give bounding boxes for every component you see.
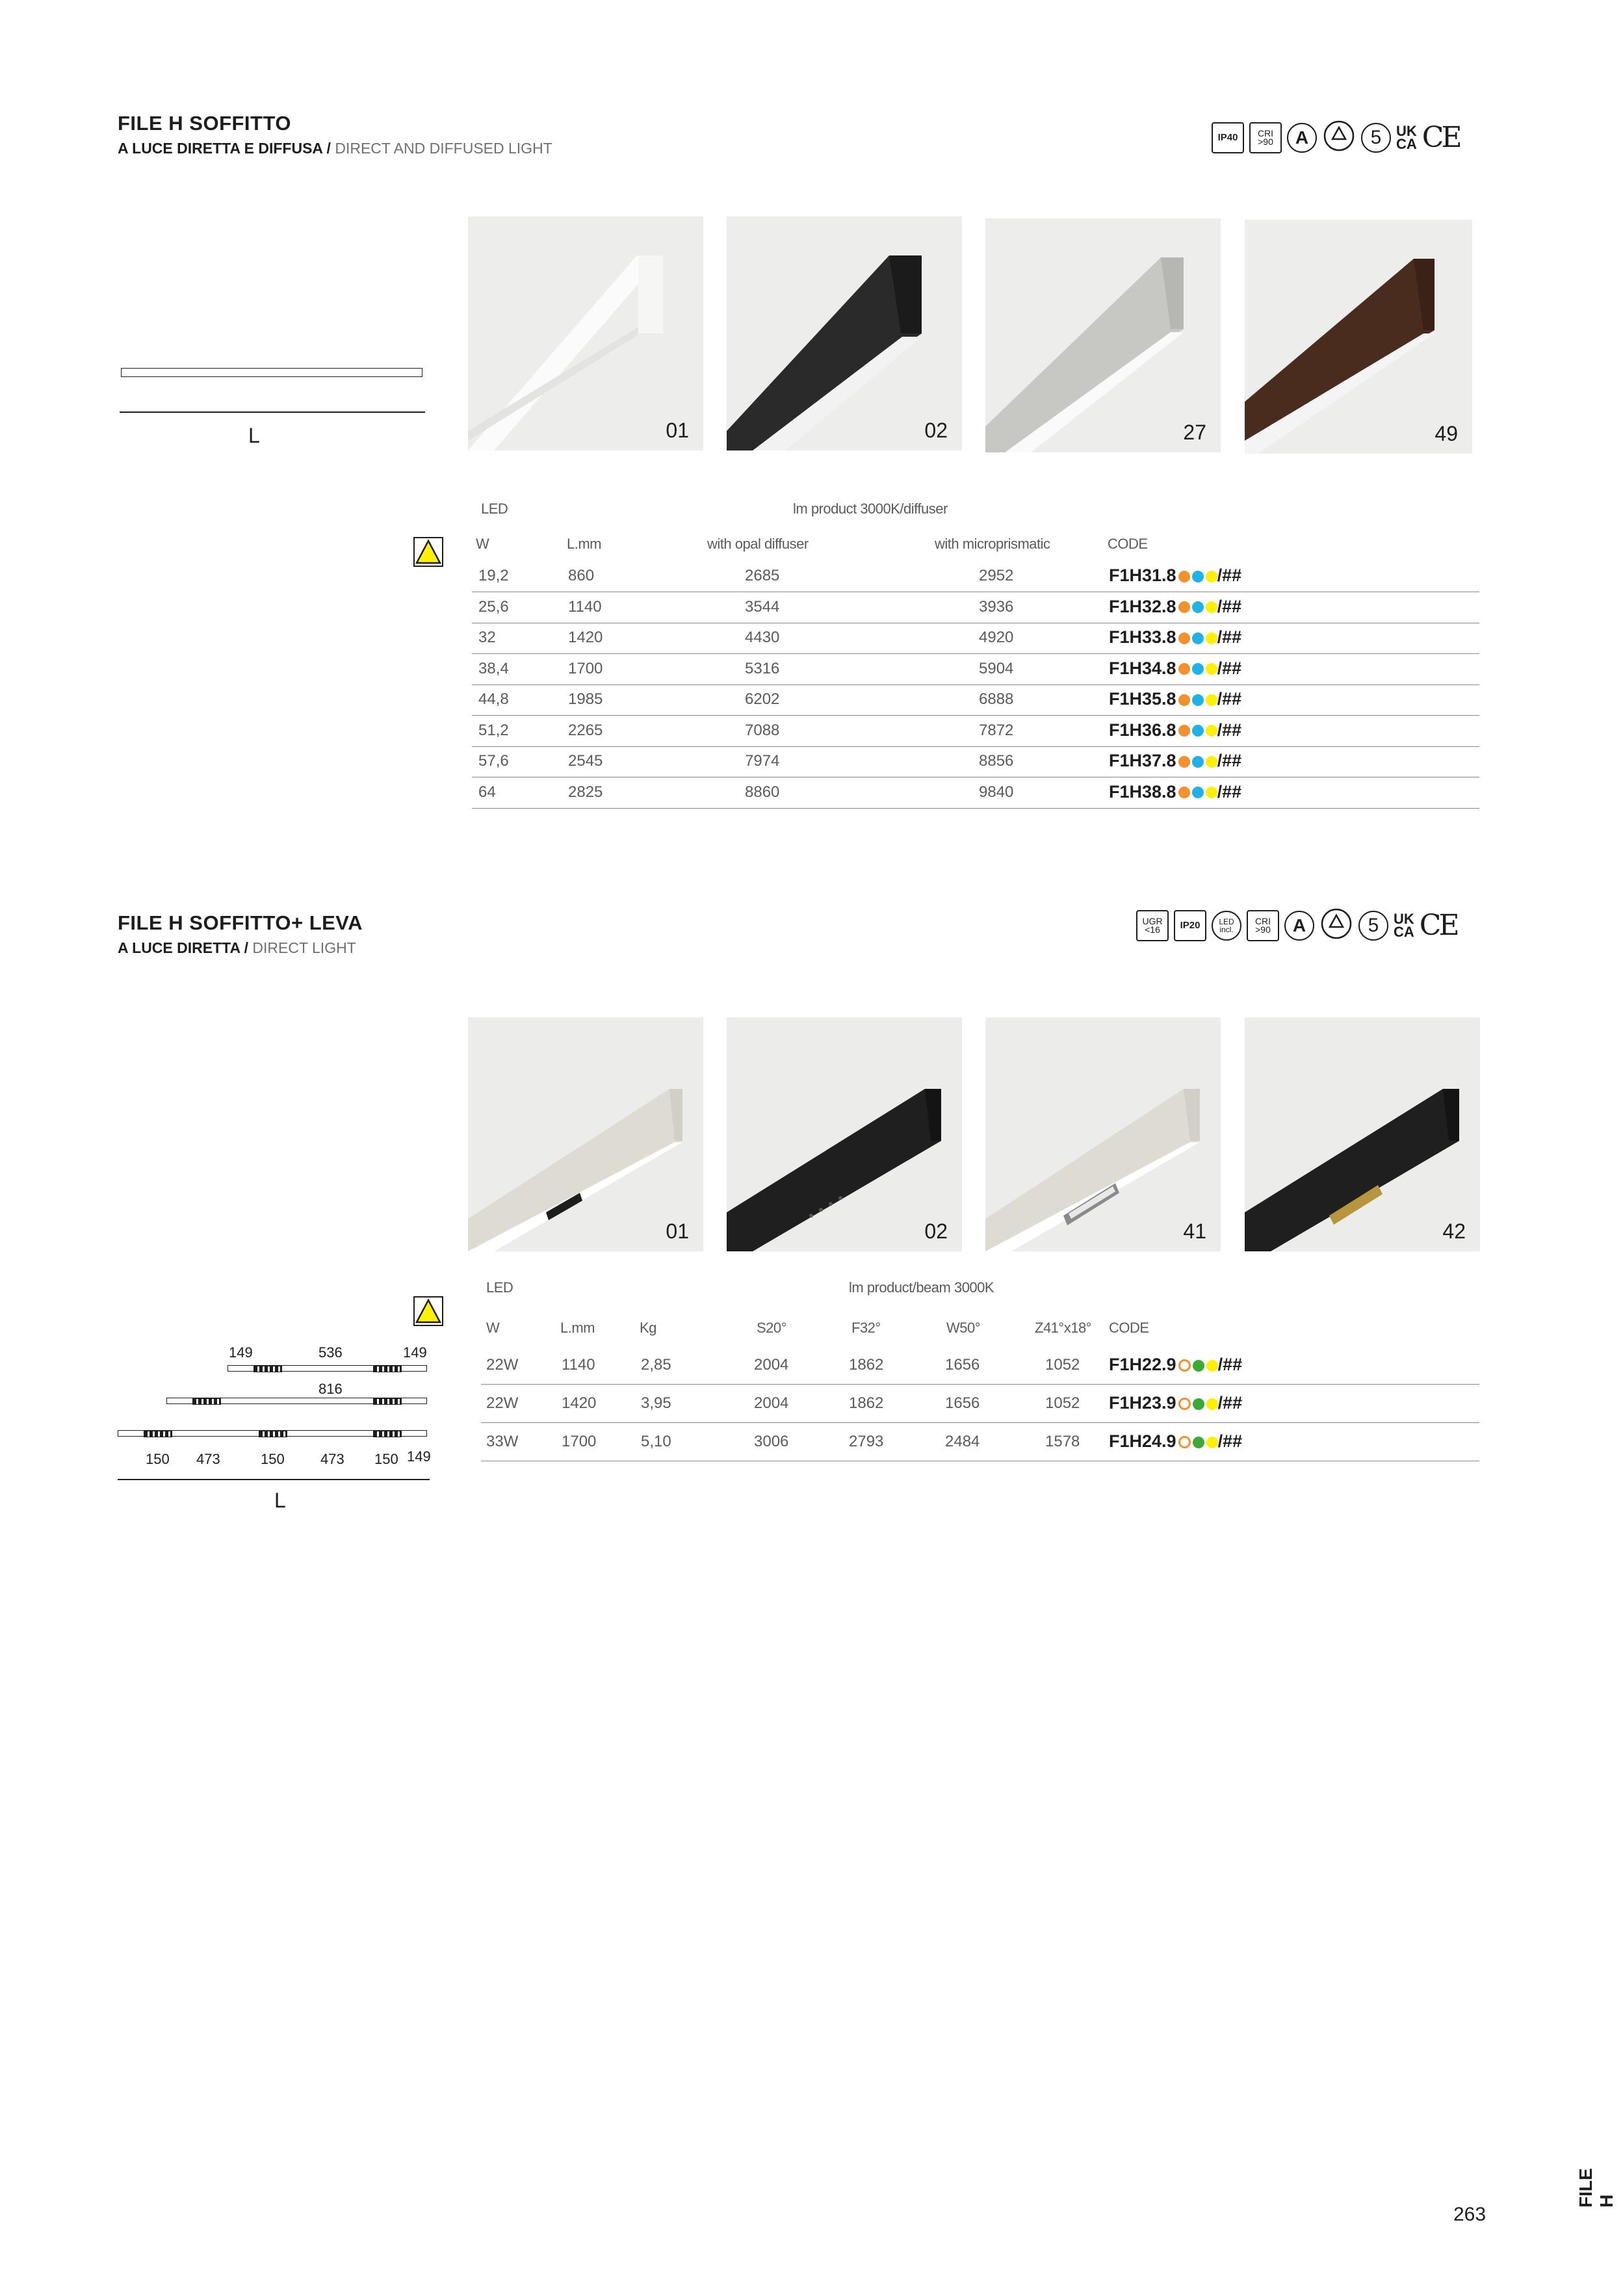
ce-icon: CE	[1422, 121, 1460, 154]
section2-cert-icons	[1136, 907, 1457, 943]
cell-code	[1109, 1355, 1242, 1375]
cell-kg: 5,10	[641, 1433, 671, 1450]
led-module	[192, 1398, 221, 1405]
finish-code: 41	[1183, 1220, 1206, 1243]
cell-kg: 3,95	[641, 1394, 671, 1412]
color-temp-dot	[1192, 725, 1204, 737]
dim-150: 150	[261, 1451, 285, 1467]
section1-subtitle	[118, 140, 552, 157]
cri-icon: CRI >90	[1247, 910, 1279, 941]
dim-473: 473	[320, 1451, 344, 1467]
cell-w50: 1656	[945, 1356, 980, 1374]
light-warning-icon	[413, 1296, 443, 1326]
recycle-icon	[1319, 907, 1353, 943]
color-temp-dot	[1178, 1359, 1191, 1372]
cell-code	[1109, 720, 1241, 740]
dimension-line	[120, 411, 425, 413]
cell-kg: 2,85	[641, 1356, 671, 1374]
table-row	[472, 655, 1479, 685]
color-temp-dot	[1206, 571, 1217, 582]
cell-w: 38,4	[478, 659, 509, 677]
cell-micro: 2952	[979, 567, 1014, 584]
cell-z41: 1052	[1045, 1394, 1080, 1412]
group-led-header: LED	[486, 1279, 513, 1296]
color-temp-dot	[1206, 601, 1217, 613]
cell-code	[1109, 1393, 1242, 1413]
led-module	[373, 1431, 402, 1437]
table-row	[472, 562, 1479, 592]
table-row	[481, 1385, 1479, 1423]
energy-a-icon: A	[1287, 123, 1317, 153]
color-temp-dot	[1192, 601, 1204, 613]
code-suffix: /##	[1217, 1355, 1243, 1374]
color-temp-dot	[1178, 663, 1190, 675]
finish-code: 02	[924, 1220, 948, 1243]
group-lm-header: lm product/beam 3000K	[849, 1279, 994, 1296]
product-code: F1H24.9	[1109, 1431, 1176, 1451]
cell-code	[1109, 566, 1241, 586]
code-suffix: /##	[1217, 658, 1242, 678]
subtitle-light: DIRECT AND DIFFUSED LIGHT	[335, 140, 552, 157]
recycle-number-icon: 5	[1358, 911, 1388, 941]
col-opal: with opal diffuser	[707, 536, 809, 552]
cell-w: 64	[478, 783, 496, 801]
color-temp-dot	[1193, 1437, 1204, 1448]
color-temp-dot	[1192, 756, 1204, 768]
dim-150: 150	[146, 1451, 170, 1467]
table-row	[472, 747, 1479, 777]
ukca-icon: UK CA	[1396, 122, 1417, 152]
side-tab-label: FILE H	[1576, 2168, 1617, 2208]
cell-f32: 1862	[849, 1356, 884, 1374]
cell-opal: 7088	[745, 721, 780, 739]
dim-816: 816	[318, 1381, 343, 1397]
color-temp-dot	[1192, 633, 1204, 644]
finish-photo-sand	[468, 1017, 703, 1251]
cell-micro: 5904	[979, 659, 1014, 677]
section2-title: FILE H SOFFITTO+ LEVA	[118, 911, 363, 934]
finish-photo-black	[727, 1017, 962, 1251]
table-row	[472, 716, 1479, 747]
ukca-icon: UK CA	[1394, 910, 1414, 940]
code-suffix: /##	[1217, 566, 1242, 585]
dimension-label: L	[274, 1489, 286, 1512]
cell-opal: 8860	[745, 783, 780, 801]
color-temp-dot	[1206, 1437, 1218, 1448]
cell-code	[1109, 1431, 1242, 1452]
cell-w: 44,8	[478, 690, 509, 708]
cell-lmm: 1140	[562, 1356, 595, 1374]
col-kg: Kg	[640, 1320, 656, 1336]
cell-micro: 7872	[979, 721, 1014, 739]
cell-code	[1109, 751, 1241, 771]
cell-opal: 6202	[745, 690, 780, 708]
finish-code: 49	[1435, 422, 1458, 445]
dim-473: 473	[196, 1451, 220, 1467]
finish-photo-black-gold	[1245, 1017, 1480, 1251]
ce-icon: CE	[1419, 909, 1457, 942]
section1-title: FILE H SOFFITTO	[118, 112, 291, 135]
section1-cert-icons	[1212, 120, 1460, 155]
product-code: F1H31.8	[1109, 566, 1176, 585]
subtitle-light: DIRECT LIGHT	[252, 939, 356, 956]
product-code: F1H33.8	[1109, 627, 1176, 647]
cell-opal: 3544	[745, 597, 780, 616]
cell-lmm: 1700	[562, 1433, 597, 1450]
product-code: F1H38.8	[1109, 781, 1176, 802]
cell-opal: 2685	[745, 567, 780, 584]
cell-opal: 4430	[745, 629, 780, 646]
led-module	[373, 1366, 402, 1372]
cell-w: 19,2	[478, 567, 509, 584]
cell-micro: 4920	[979, 629, 1014, 646]
product-code: F1H35.8	[1109, 689, 1176, 709]
recycle-number-icon: 5	[1361, 123, 1391, 153]
col-code: CODE	[1109, 1320, 1149, 1336]
product-code: F1H23.9	[1109, 1393, 1176, 1413]
subtitle-bold: A LUCE DIRETTA E DIFFUSA	[118, 140, 323, 157]
ip40-icon: IP40	[1212, 122, 1244, 153]
finish-photo-black	[727, 216, 962, 450]
col-micro: with microprismatic	[935, 536, 1050, 552]
energy-a-icon: A	[1284, 911, 1314, 941]
dim-536: 536	[318, 1344, 343, 1361]
col-w50: W50°	[946, 1320, 981, 1336]
ugr-icon: UGR <16	[1136, 910, 1169, 941]
dim-149: 149	[229, 1344, 253, 1361]
dim-149: 149	[407, 1448, 431, 1465]
cell-w50: 2484	[945, 1433, 980, 1450]
cell-w: 51,2	[478, 721, 509, 739]
led-module	[253, 1366, 282, 1372]
cell-s20: 3006	[754, 1433, 789, 1450]
led-module	[373, 1398, 402, 1405]
group-led-header: LED	[481, 501, 508, 517]
color-temp-dot	[1178, 1436, 1191, 1448]
code-suffix: /##	[1217, 627, 1242, 647]
color-temp-dot	[1206, 633, 1217, 644]
product-code: F1H34.8	[1109, 658, 1176, 678]
color-temp-dot	[1178, 756, 1190, 768]
finish-code: 01	[666, 1220, 689, 1243]
table-row	[481, 1424, 1479, 1461]
color-temp-dot	[1192, 694, 1204, 706]
dimension-label: L	[248, 424, 260, 447]
cell-lmm: 2825	[568, 783, 603, 801]
group-lm-header: lm product 3000K/diffuser	[793, 501, 948, 517]
code-suffix: /##	[1217, 1431, 1243, 1451]
color-temp-dot	[1206, 725, 1217, 737]
code-suffix: /##	[1217, 781, 1242, 802]
cell-w: 22W	[486, 1356, 519, 1374]
cell-lmm: 1985	[568, 690, 603, 708]
finish-photo-aluminium	[985, 218, 1221, 452]
cell-s20: 2004	[754, 1356, 789, 1374]
product-code: F1H32.8	[1109, 596, 1176, 616]
subtitle-sep: /	[322, 140, 335, 157]
color-temp-dot	[1206, 1360, 1218, 1372]
product-code: F1H37.8	[1109, 751, 1176, 770]
page-number: 263	[1453, 2204, 1487, 2225]
code-suffix: /##	[1217, 751, 1242, 770]
finish-photo-white	[468, 216, 703, 450]
color-temp-dot	[1206, 663, 1217, 675]
led-included-icon: LED incl.	[1212, 911, 1241, 941]
cell-lmm: 2265	[568, 721, 603, 739]
cell-code	[1109, 597, 1241, 617]
finish-code: 42	[1442, 1220, 1466, 1243]
color-temp-dot	[1206, 756, 1217, 768]
color-temp-dot	[1178, 633, 1190, 644]
cell-z41: 1052	[1045, 1356, 1080, 1374]
table-row	[472, 593, 1479, 623]
color-temp-dot	[1178, 1398, 1191, 1410]
cell-lmm: 1420	[568, 629, 603, 646]
col-lmm: L.mm	[567, 536, 601, 552]
col-w: W	[476, 536, 489, 552]
finish-code: 01	[666, 419, 689, 442]
cell-f32: 1862	[849, 1394, 884, 1412]
code-suffix: /##	[1217, 720, 1242, 740]
cell-micro: 6888	[979, 690, 1014, 708]
code-suffix: /##	[1217, 596, 1242, 616]
color-temp-dot	[1178, 601, 1190, 613]
cell-code	[1109, 689, 1241, 709]
cell-micro: 8856	[979, 752, 1014, 770]
table-row	[472, 778, 1479, 809]
fixture-outline	[121, 368, 422, 377]
color-temp-dot	[1193, 1398, 1204, 1410]
cell-w50: 1656	[945, 1394, 980, 1412]
color-temp-dot	[1206, 694, 1217, 706]
light-warning-icon	[413, 537, 443, 567]
cell-w: 25,6	[478, 597, 509, 616]
code-suffix: /##	[1217, 689, 1242, 709]
cell-w: 57,6	[478, 752, 509, 770]
table-row	[472, 623, 1479, 654]
cell-s20: 2004	[754, 1394, 789, 1412]
col-code: CODE	[1108, 536, 1148, 552]
dimension-line	[118, 1479, 430, 1480]
color-temp-dot	[1206, 787, 1217, 798]
col-s20: S20°	[757, 1320, 786, 1336]
color-temp-dot	[1193, 1360, 1204, 1372]
color-temp-dot	[1206, 1398, 1218, 1410]
cell-w: 32	[478, 629, 496, 646]
cell-micro: 3936	[979, 597, 1014, 616]
color-temp-dot	[1178, 571, 1190, 582]
subtitle-sep: /	[240, 939, 253, 956]
cell-lmm: 860	[568, 567, 595, 584]
product-code: F1H36.8	[1109, 720, 1176, 740]
color-temp-dot	[1178, 694, 1190, 706]
dim-149: 149	[403, 1344, 427, 1361]
product-code: F1H22.9	[1109, 1355, 1176, 1374]
cell-code	[1109, 782, 1241, 802]
code-suffix: /##	[1217, 1393, 1243, 1413]
cell-f32: 2793	[849, 1433, 884, 1450]
table-row	[472, 685, 1479, 716]
dim-150: 150	[374, 1451, 398, 1467]
cri-icon: CRI >90	[1249, 122, 1282, 153]
col-z41: Z41°x18°	[1035, 1320, 1091, 1336]
col-w: W	[486, 1320, 500, 1336]
cell-z41: 1578	[1045, 1433, 1080, 1450]
led-module	[259, 1431, 287, 1437]
finish-photo-corten	[1245, 220, 1472, 454]
led-module	[144, 1431, 172, 1437]
finish-code: 27	[1183, 421, 1206, 444]
color-temp-dot	[1192, 787, 1204, 798]
cell-lmm: 1700	[568, 659, 603, 677]
table-row	[481, 1347, 1479, 1385]
subtitle-bold: A LUCE DIRETTA	[118, 939, 240, 956]
cell-opal: 5316	[745, 659, 780, 677]
cell-opal: 7974	[745, 752, 780, 770]
ip20-icon: IP20	[1174, 910, 1206, 941]
cell-lmm: 2545	[568, 752, 603, 770]
finish-photo-sand-silver	[985, 1017, 1221, 1251]
cell-micro: 9840	[979, 783, 1014, 801]
color-temp-dot	[1192, 571, 1204, 582]
finish-code: 02	[924, 419, 948, 442]
color-temp-dot	[1178, 725, 1190, 737]
cell-w: 33W	[486, 1433, 519, 1450]
recycle-icon	[1322, 120, 1356, 155]
section2-table	[481, 1274, 1479, 1469]
cell-code	[1109, 627, 1241, 647]
cell-w: 22W	[486, 1394, 519, 1412]
color-temp-dot	[1192, 663, 1204, 675]
color-temp-dot	[1178, 787, 1190, 798]
section2-subtitle	[118, 939, 356, 957]
col-lmm: L.mm	[560, 1320, 595, 1336]
cell-code	[1109, 659, 1241, 679]
col-f32: F32°	[851, 1320, 881, 1336]
section1-table	[472, 494, 1479, 806]
cell-lmm: 1420	[562, 1394, 597, 1412]
cell-lmm: 1140	[568, 597, 602, 616]
